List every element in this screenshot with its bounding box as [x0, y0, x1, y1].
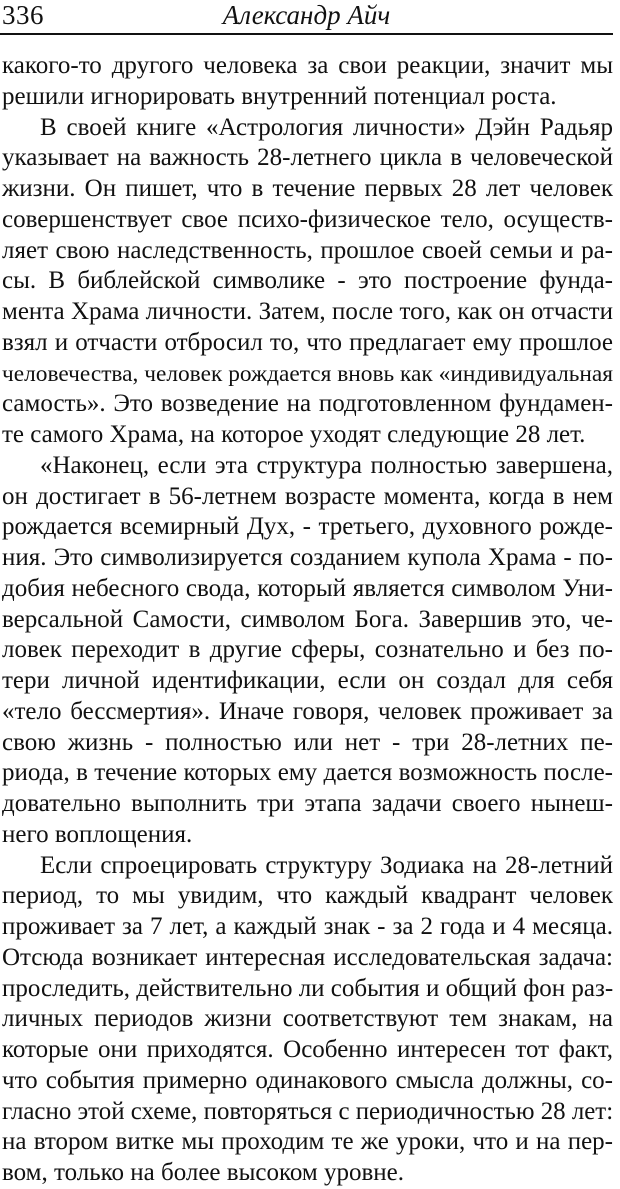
text-line: «Наконец, если эта структура полностью завершена, [40, 451, 613, 479]
text-line: версальной Самости, символом Бога. Завершив это, че- [2, 605, 613, 633]
text-line: личных периодов жизни соответствуют тем знакам, на [2, 1005, 613, 1033]
page-header [0, 0, 613, 35]
text-line: мента Храма личности. Затем, после того, как он отчасти [2, 298, 613, 325]
text-line: указывает на важность 28-летнего цикла в человеческой [2, 144, 613, 172]
text-line: человечества, человек рождается вновь как «индивидуальная [2, 360, 613, 387]
text-line: гласно этой схеме, повторяться с периодичностью 28 лет: [2, 1097, 614, 1125]
text-line: которые они приходятся. Особенно интересен тот факт, [2, 1036, 613, 1063]
text-line: ловек переходит в другие сферы, сознательно и без по- [2, 636, 613, 664]
text-line: тери личной идентификации, если он создал для себя [2, 667, 613, 694]
text-line: проживает за 7 лет, а каждый знак - за 2 года и 4 месяца. [2, 913, 613, 940]
text-line: он достигает в 56-летнем возрасте момента, когда в нем [2, 482, 613, 510]
text-line: свою жизнь - полностью или нет - три 28-летних пе- [2, 728, 613, 756]
text-line: какого-то другого человека за свои реакции, значит мы [2, 52, 613, 79]
text-line: те самого Храма, на которое уходят следующие 28 лет. [2, 421, 586, 448]
text-line: «тело бессмертия». Иначе говоря, человек проживает за [2, 697, 613, 725]
text-line: рождается всемирный Дух, - третьего, духовного рожде- [2, 513, 613, 541]
text-line: вом, только на более высоком уровне. [2, 1159, 404, 1186]
text-line: проследить, действительно ли события и общий фон раз- [2, 974, 614, 1002]
text-line: самость». Это возведение на подготовленном фундамен- [2, 390, 613, 418]
text-line: ния. Это символизируется созданием купола Храма - по- [2, 544, 613, 571]
text-line: В своей книге «Астрология личности» Дэйн Радьяр [40, 113, 613, 141]
text-line: Отсюда возникает интересная исследовательская задача: [2, 943, 613, 971]
running-title: Александр Айч [222, 0, 391, 30]
page-number: 336 [2, 0, 44, 30]
text-line: сы. В библейской символике - это построение фунда- [2, 267, 613, 295]
text-line: довательно выполнить три этапа задачи своего нынеш- [2, 790, 613, 817]
text-line: что события примерно одинакового смысла должны, со- [2, 1066, 613, 1094]
text-line: Если спроецировать структуру Зодиака на 28-летний [40, 851, 613, 879]
text-line: взял и отчасти отбросил то, что предлагает ему прошлое [2, 328, 613, 356]
text-line: добия небесного свода, который является символом Уни- [2, 574, 613, 602]
body-text [2, 51, 613, 1189]
text-line: период, то мы увидим, что каждый квадрант человек [2, 882, 613, 910]
text-line: риода, в течение которых ему дается возможность после- [2, 759, 613, 787]
text-line: решили игнорировать внутренний потенциал роста. [2, 82, 557, 110]
text-line: на втором витке мы проходим те же уроки, что и на пер- [2, 1128, 613, 1156]
text-line: него воплощения. [2, 820, 193, 848]
text-line: ляет свою наследственность, прошлое своей семьи и ра- [2, 236, 613, 264]
text-line: жизни. Он пишет, что в течение первых 28 лет человек [2, 175, 613, 202]
text-line: совершенствует свое психо-физическое тело, осуществ- [2, 205, 613, 233]
